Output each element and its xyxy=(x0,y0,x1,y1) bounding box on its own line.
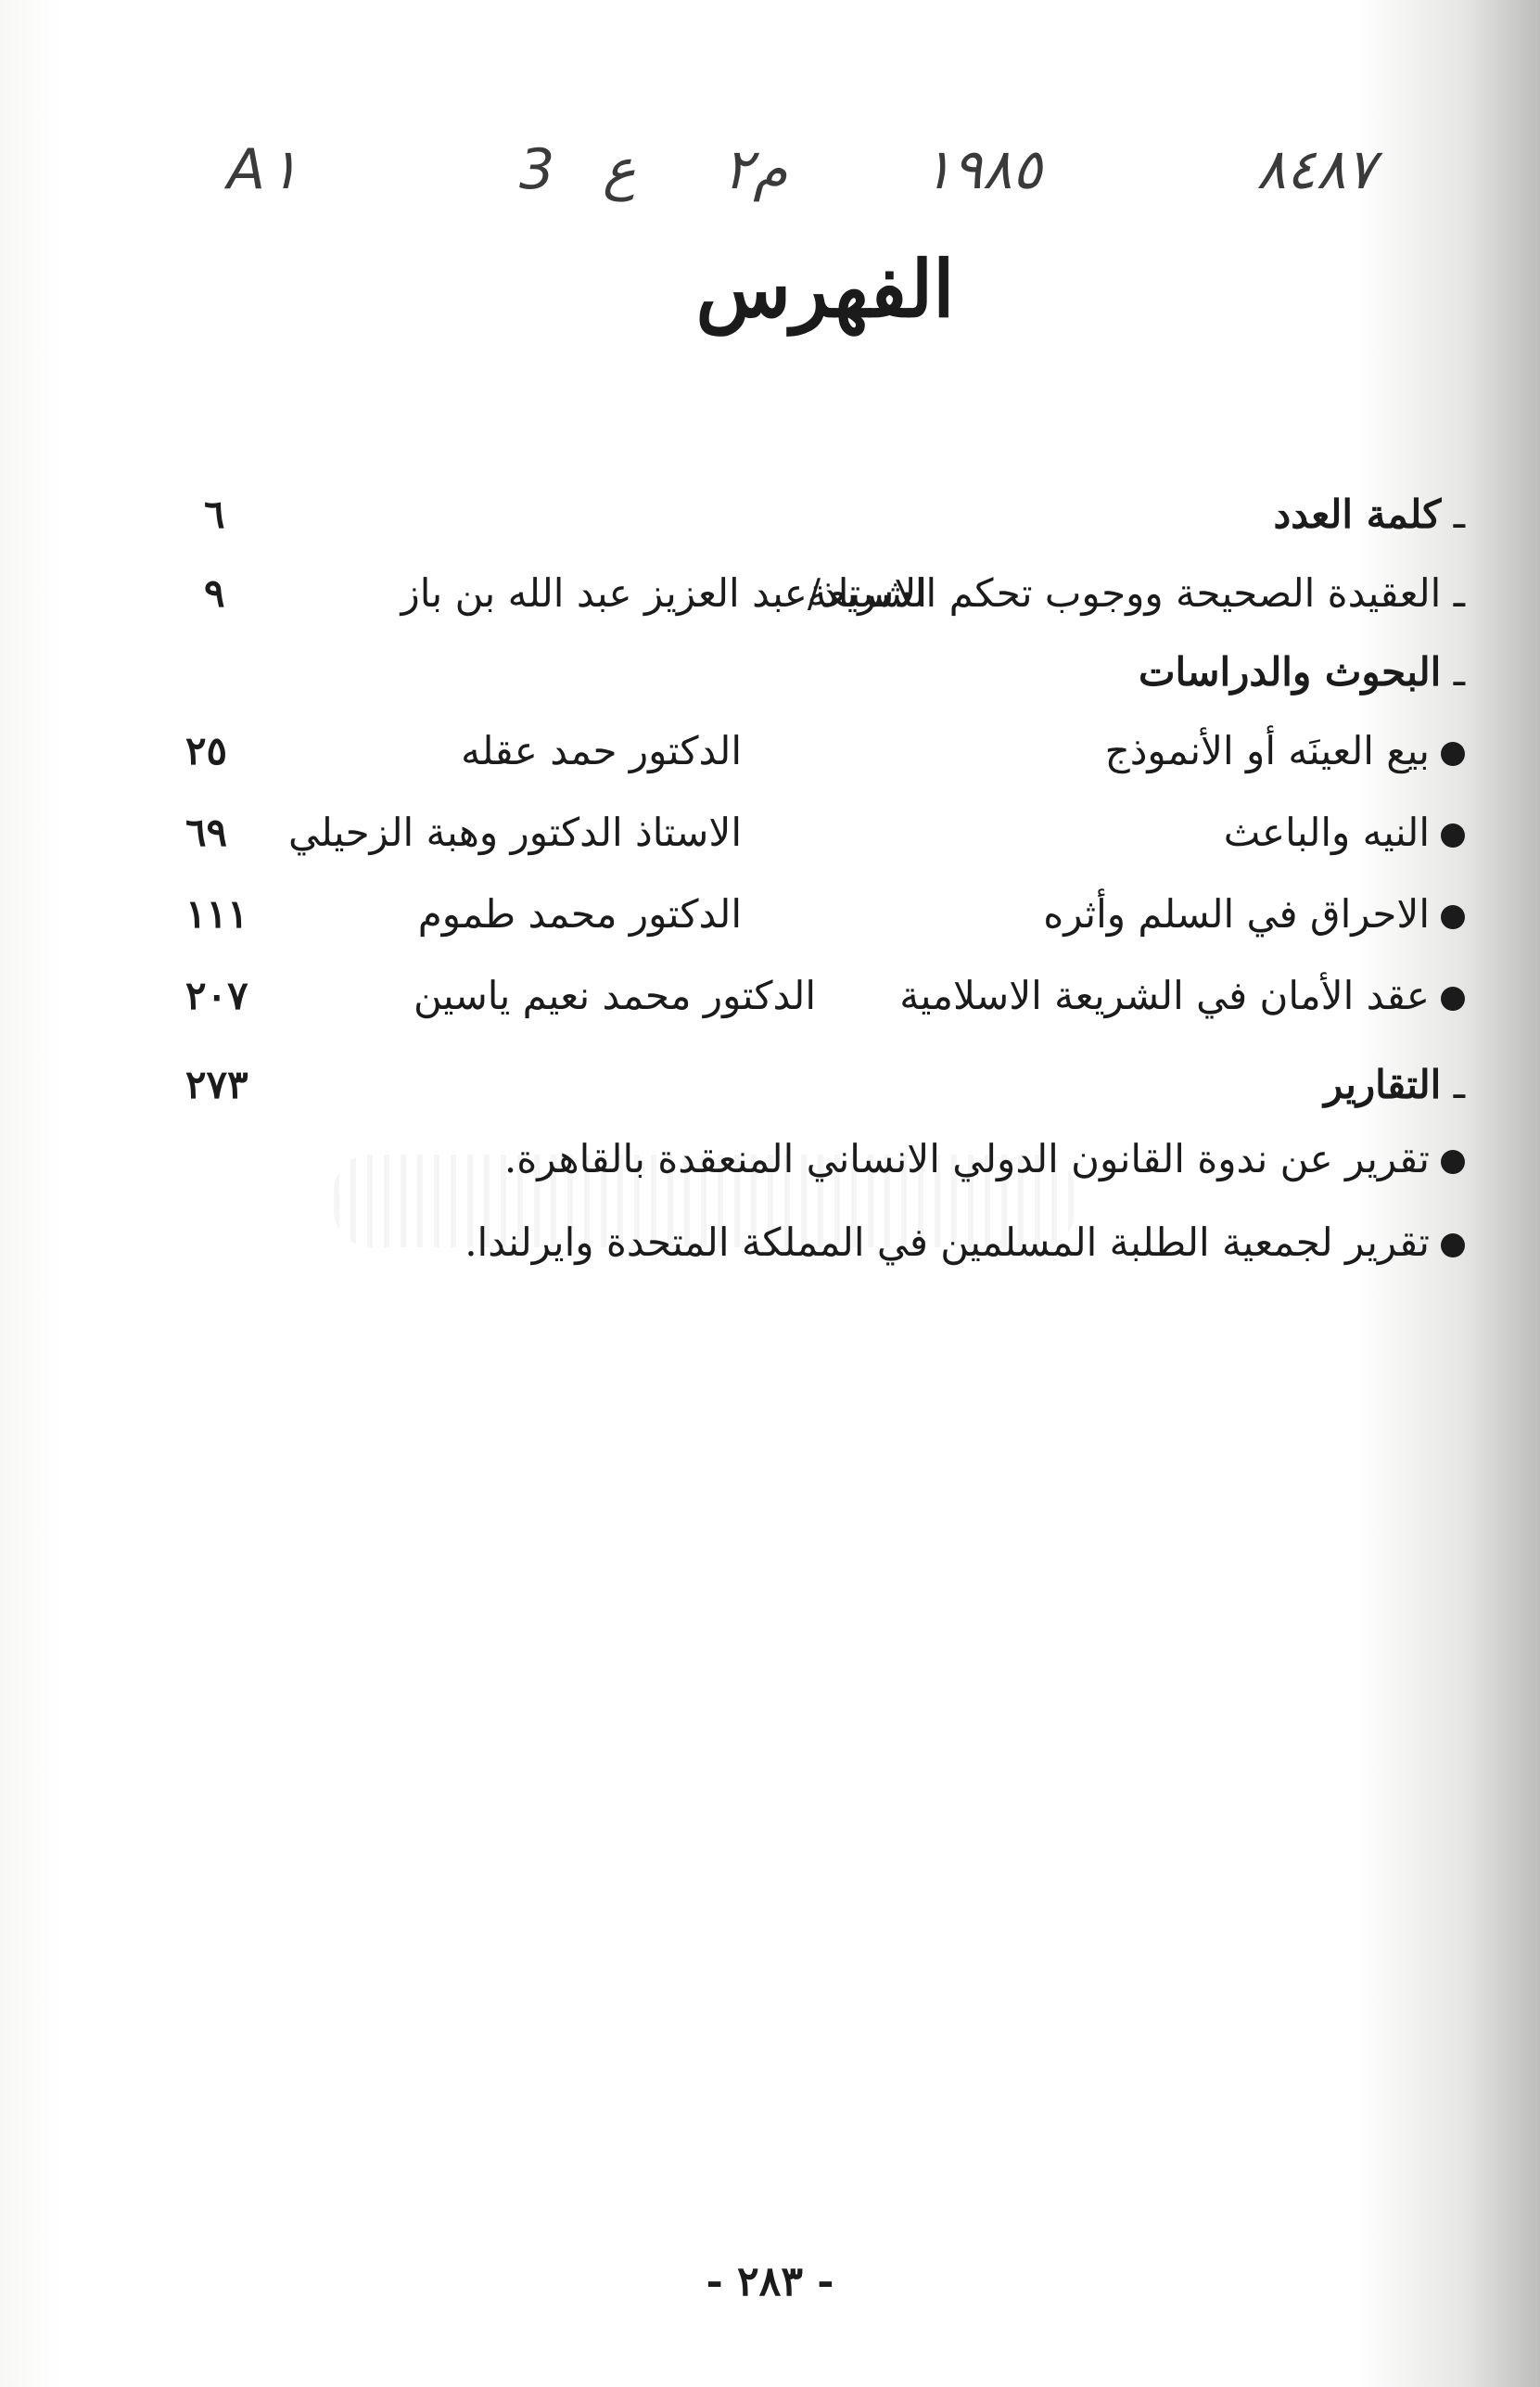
toc-page-number: ٦ xyxy=(204,491,225,537)
bullet-icon xyxy=(1441,1233,1465,1257)
toc-row xyxy=(185,1048,1465,1122)
toc-page-number: ١١١ xyxy=(185,891,248,937)
toc-label: عقد الأمان في الشريعة الاسلامية xyxy=(899,959,1465,1033)
bullet-icon xyxy=(1441,905,1465,929)
toc-row xyxy=(185,714,1465,788)
toc-page-number: ٩ xyxy=(204,570,225,616)
handwritten-number: ٨٤٨٧ xyxy=(1256,137,1376,202)
handwritten-note-left: A١ xyxy=(227,137,299,202)
toc-label: ـ البحوث والدراسات xyxy=(1138,649,1465,695)
toc-row xyxy=(185,478,1465,552)
toc-author: الاستاذ/عبد العزيز عبد الله بن باز xyxy=(401,570,927,616)
bullet-icon xyxy=(1441,1150,1465,1174)
toc-row xyxy=(185,877,1465,951)
report-item xyxy=(185,1206,1465,1280)
page-title: الفهرس xyxy=(695,243,955,335)
toc-author: الدكتور حمد عقله xyxy=(461,728,742,773)
toc-label: بيع العينَه أو الأنموذج xyxy=(1105,714,1465,788)
toc-row xyxy=(185,635,1465,709)
toc-label: ـ التقارير xyxy=(1324,1062,1465,1107)
handwritten-code-b: ع xyxy=(603,137,636,202)
toc-page-number: ٢٠٧ xyxy=(185,973,248,1018)
bullet-icon xyxy=(1441,823,1465,848)
handwritten-code-c: م٢ xyxy=(723,137,788,202)
toc-page-number: ٢٥ xyxy=(185,728,228,773)
toc-label: ـ كلمة العدد xyxy=(1273,491,1465,537)
report-label: تقرير عن ندوة القانون الدولي الانساني المنعقدة بالقاهرة. xyxy=(504,1122,1465,1196)
toc-label: ـ العقيدة الصحيحة ووجوب تحكم الشريعة xyxy=(807,570,1465,616)
toc-page-number: ٦٩ xyxy=(185,810,228,855)
toc-label: الاحراق في السلم وأثره xyxy=(1043,877,1465,951)
toc-row xyxy=(185,959,1465,1033)
handwritten-year: ١٩٨٥ xyxy=(923,137,1042,202)
page-number-footer: - ٢٨٣ - xyxy=(706,2258,834,2305)
bullet-icon xyxy=(1441,987,1465,1011)
toc-author: الدكتور محمد طموم xyxy=(417,891,742,937)
report-label: تقرير لجمعية الطلبة المسلمين في المملكة المتحدة وايرلندا. xyxy=(465,1206,1465,1280)
toc-page-number: ٢٧٣ xyxy=(185,1062,248,1107)
handwritten-code-a: 3 xyxy=(519,137,559,202)
toc-label: النيه والباعث xyxy=(1224,796,1465,870)
bullet-icon xyxy=(1441,742,1465,766)
report-item xyxy=(185,1122,1465,1196)
toc-row xyxy=(185,796,1465,870)
toc-author: الاستاذ الدكتور وهبة الزحيلي xyxy=(287,810,742,855)
toc-author: الدكتور محمد نعيم ياسين xyxy=(413,973,816,1018)
toc-row xyxy=(185,556,1465,631)
